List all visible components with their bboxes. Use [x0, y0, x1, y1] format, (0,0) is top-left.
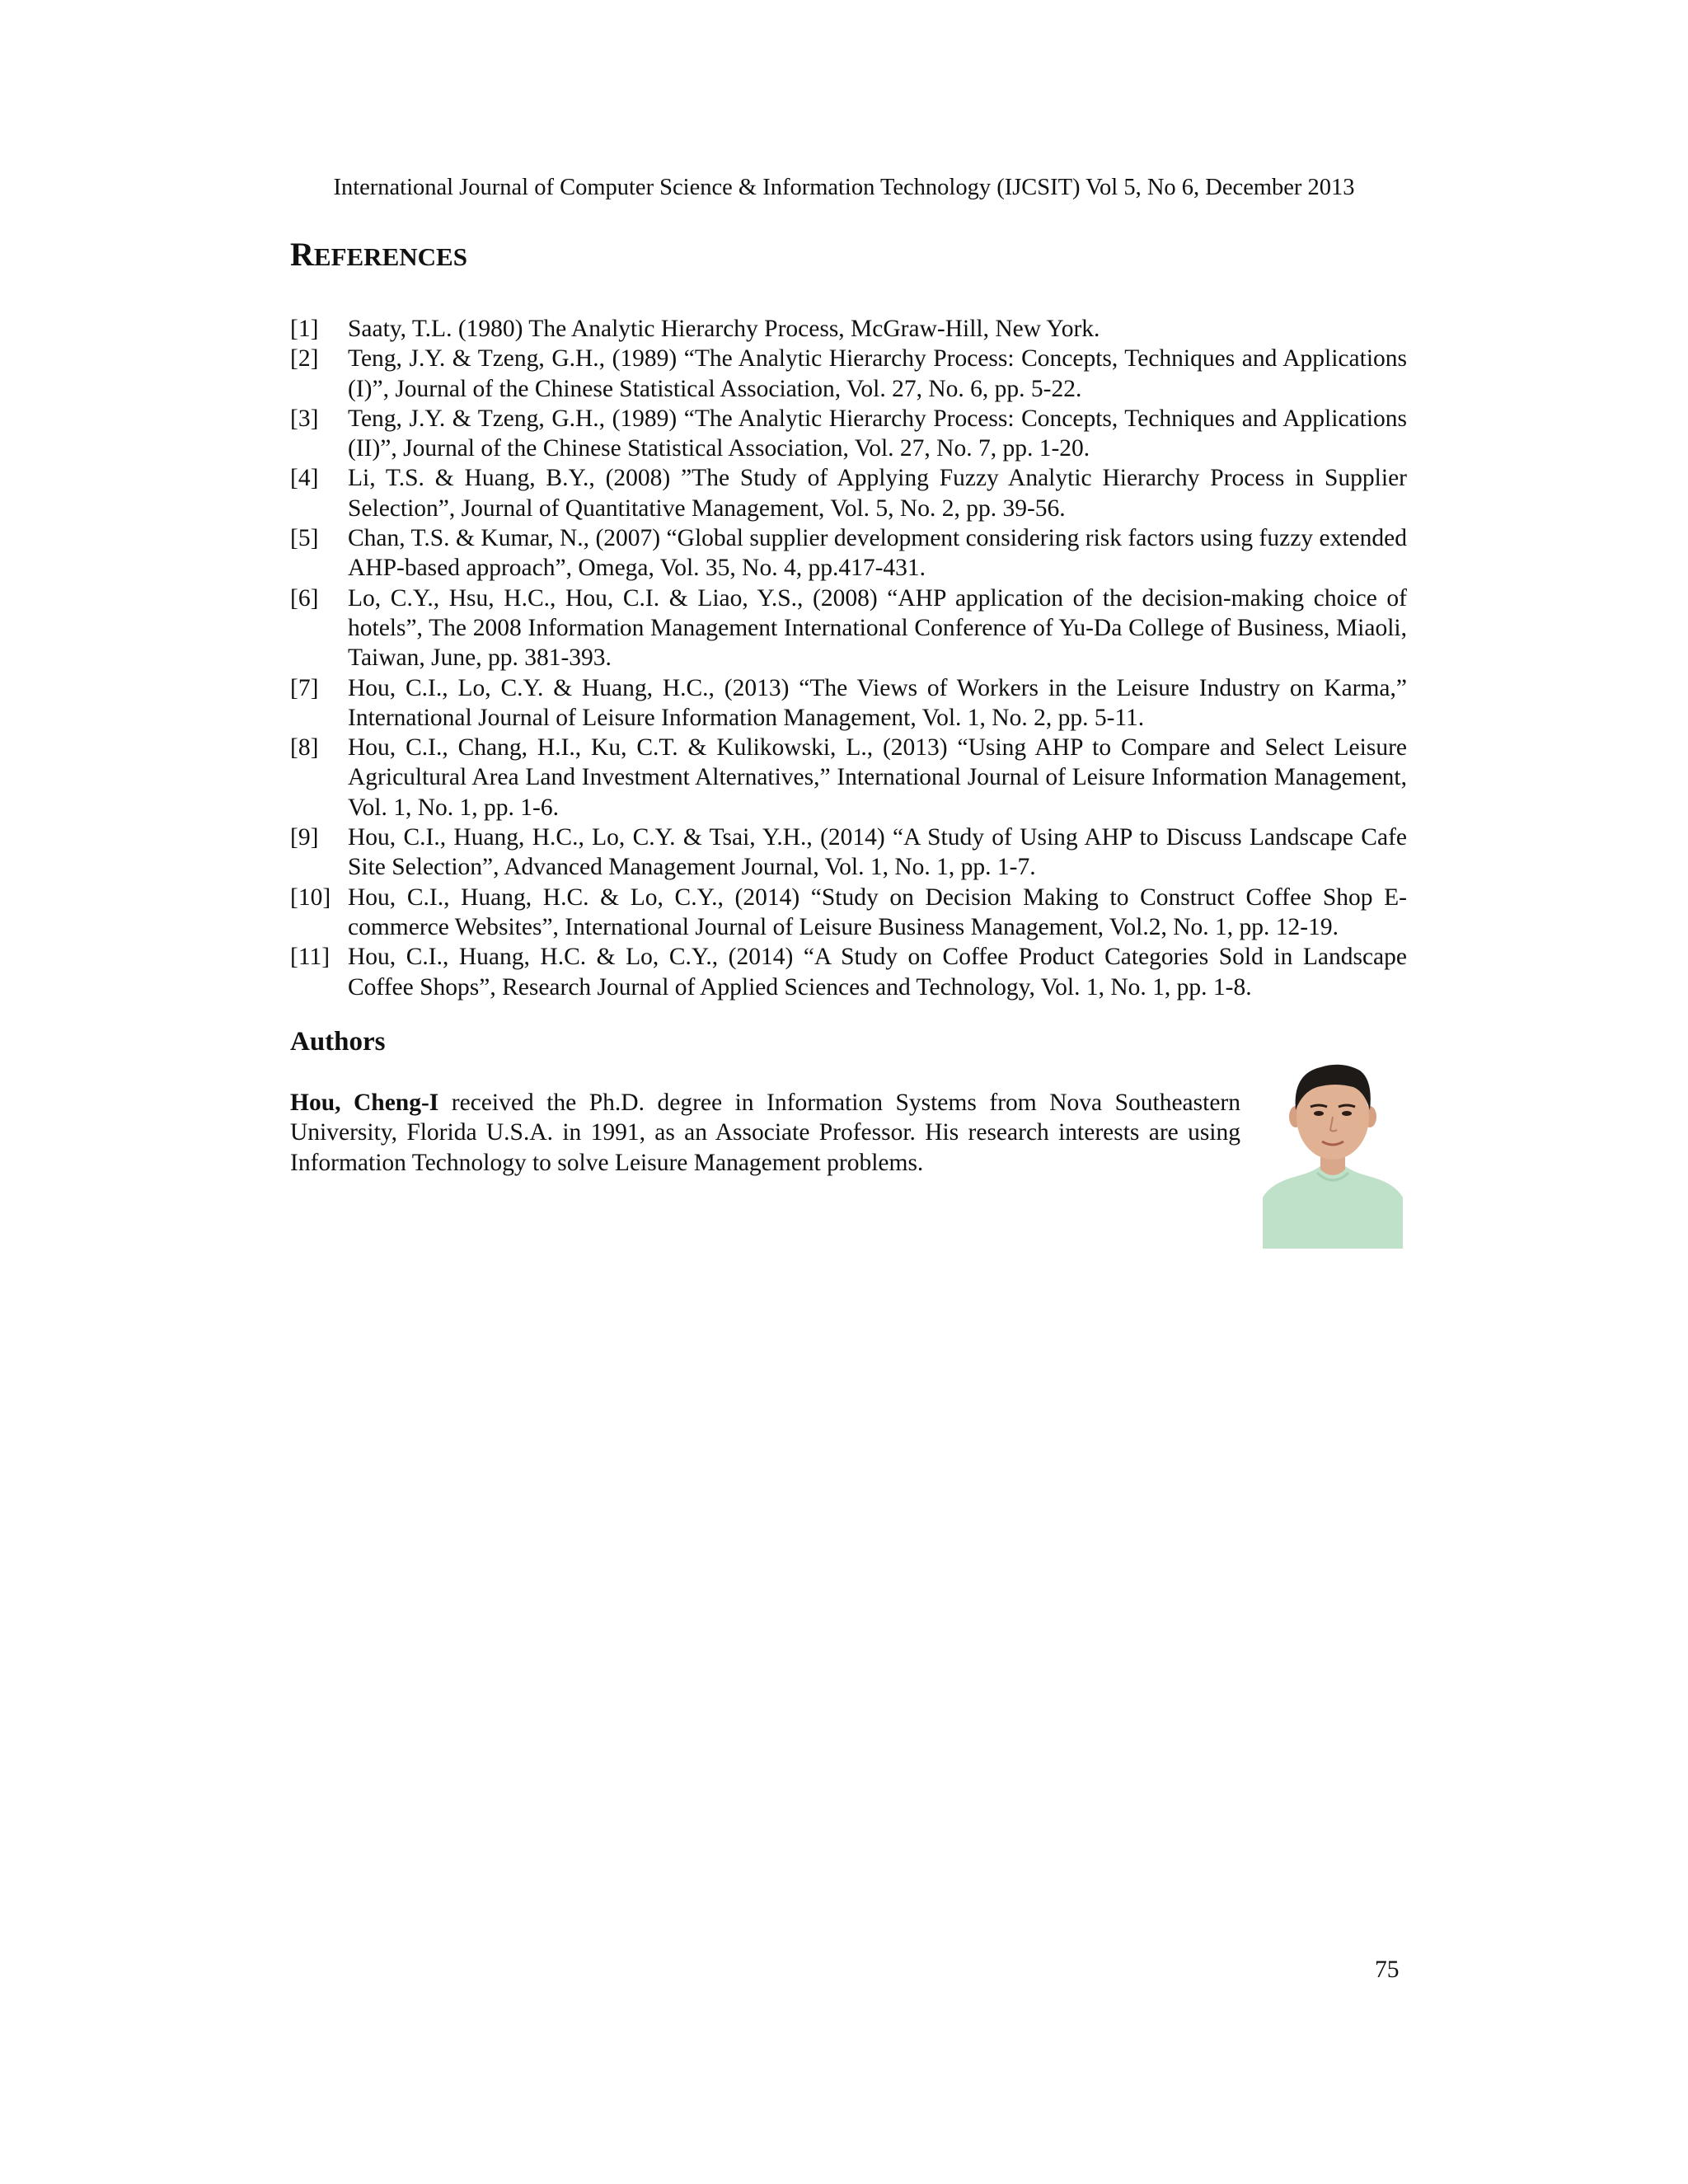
reference-text: Hou, C.I., Huang, H.C. & Lo, C.Y., (2014) “A Study on Coffee Product Categories Sold in Landscape Coffee Shops”, Research Journal of Applied Sciences and Technology, Vol. 1, No. 1, pp. 1-8. — [348, 944, 1407, 1001]
reference-list — [290, 314, 1407, 1002]
reference-item — [290, 823, 1407, 883]
reference-number: [1] — [290, 316, 319, 342]
reference-item — [290, 883, 1407, 943]
reference-text: Hou, C.I., Huang, H.C., Lo, C.Y. & Tsai, Y.H., (2014) “A Study of Using AHP to Discuss Landscape Cafe Site Selection”, Advanced Management Journal, Vol. 1, No. 1, pp. 1-7. — [348, 824, 1407, 881]
reference-item — [290, 404, 1407, 464]
reference-item — [290, 344, 1407, 404]
reference-item — [290, 583, 1407, 673]
reference-number: [11] — [290, 944, 331, 971]
reference-text: Teng, J.Y. & Tzeng, G.H., (1989) “The Analytic Hierarchy Process: Concepts, Techniques and Applications (I)”, Journal of the Chinese Statistical Association, Vol. 27, No. 6, pp. 5-22. — [348, 345, 1407, 402]
reference-number: [7] — [290, 674, 319, 701]
reference-item — [290, 314, 1407, 344]
running-header: International Journal of Computer Science & Information Technology (IJCSIT) Vol 5, No 6, December 2013 — [333, 175, 1355, 200]
reference-item — [290, 942, 1407, 1002]
reference-number: [10] — [290, 883, 331, 911]
references-heading-rest: EFERENCES — [313, 242, 467, 271]
reference-number: [3] — [290, 405, 319, 432]
reference-text: Teng, J.Y. & Tzeng, G.H., (1989) “The Analytic Hierarchy Process: Concepts, Techniques and Applications (II)”, Journal of the Chinese Statistical Association, Vol. 27, No. 7, pp. 1-20. — [348, 405, 1407, 462]
reference-number: [4] — [290, 465, 319, 492]
author-name: Hou, Cheng-I — [290, 1090, 439, 1116]
reference-number: [8] — [290, 734, 319, 762]
reference-number: [9] — [290, 824, 319, 851]
reference-item — [290, 733, 1407, 823]
references-heading-initial: R — [290, 236, 314, 273]
author-photo — [1263, 1059, 1403, 1249]
reference-item — [290, 523, 1407, 583]
reference-item — [290, 463, 1407, 523]
author-bio-text: received the Ph.D. degree in Information Systems from Nova Southeastern University, Florida U.S.A. in 1991, as an Associate Professor. His research interests are using Information Technology to solve Leisure Management problems. — [290, 1090, 1240, 1176]
authors-heading: Authors — [290, 1027, 386, 1057]
reference-number: [5] — [290, 525, 319, 552]
reference-text: Li, T.S. & Huang, B.Y., (2008) ”The Study of Applying Fuzzy Analytic Hierarchy Process in Supplier Selection”, Journal of Quantitative Management, Vol. 5, No. 2, pp. 39-56. — [348, 465, 1407, 522]
author-bio — [290, 1088, 1240, 1178]
reference-text: Saaty, T.L. (1980) The Analytic Hierarchy Process, McGraw-Hill, New York. — [348, 316, 1100, 342]
page-number: 75 — [1375, 1957, 1400, 1983]
references-heading — [290, 234, 467, 278]
reference-text: Chan, T.S. & Kumar, N., (2007) “Global supplier development considering risk factors using fuzzy extended AHP-based approach”, Omega, Vol. 35, No. 4, pp.417-431. — [348, 525, 1407, 582]
reference-text: Hou, C.I., Chang, H.I., Ku, C.T. & Kulikowski, L., (2013) “Using AHP to Compare and Select Leisure Agricultural Area Land Investment Alternatives,” International Journal of Leisure Information Management, Vol. 1, No. 1, pp. 1-6. — [348, 734, 1407, 821]
reference-number: [2] — [290, 345, 319, 373]
reference-text: Lo, C.Y., Hsu, H.C., Hou, C.I. & Liao, Y.S., (2008) “AHP application of the decision-making choice of hotels”, The 2008 Information Management International Conference of Yu-Da College of Business, Miaoli, Taiwan, June, pp. 381-393. — [348, 584, 1407, 672]
reference-item — [290, 673, 1407, 733]
reference-number: [6] — [290, 584, 319, 612]
reference-text: Hou, C.I., Huang, H.C. & Lo, C.Y., (2014) “Study on Decision Making to Construct Coffee Shop E-commerce Websites”, International Journal of Leisure Business Management, Vol.2, No. 1, pp. 12-19. — [348, 883, 1407, 940]
reference-text: Hou, C.I., Lo, C.Y. & Huang, H.C., (2013) “The Views of Workers in the Leisure Industry on Karma,” International Journal of Leisure Information Management, Vol. 1, No. 2, pp. 5-11. — [348, 674, 1407, 731]
